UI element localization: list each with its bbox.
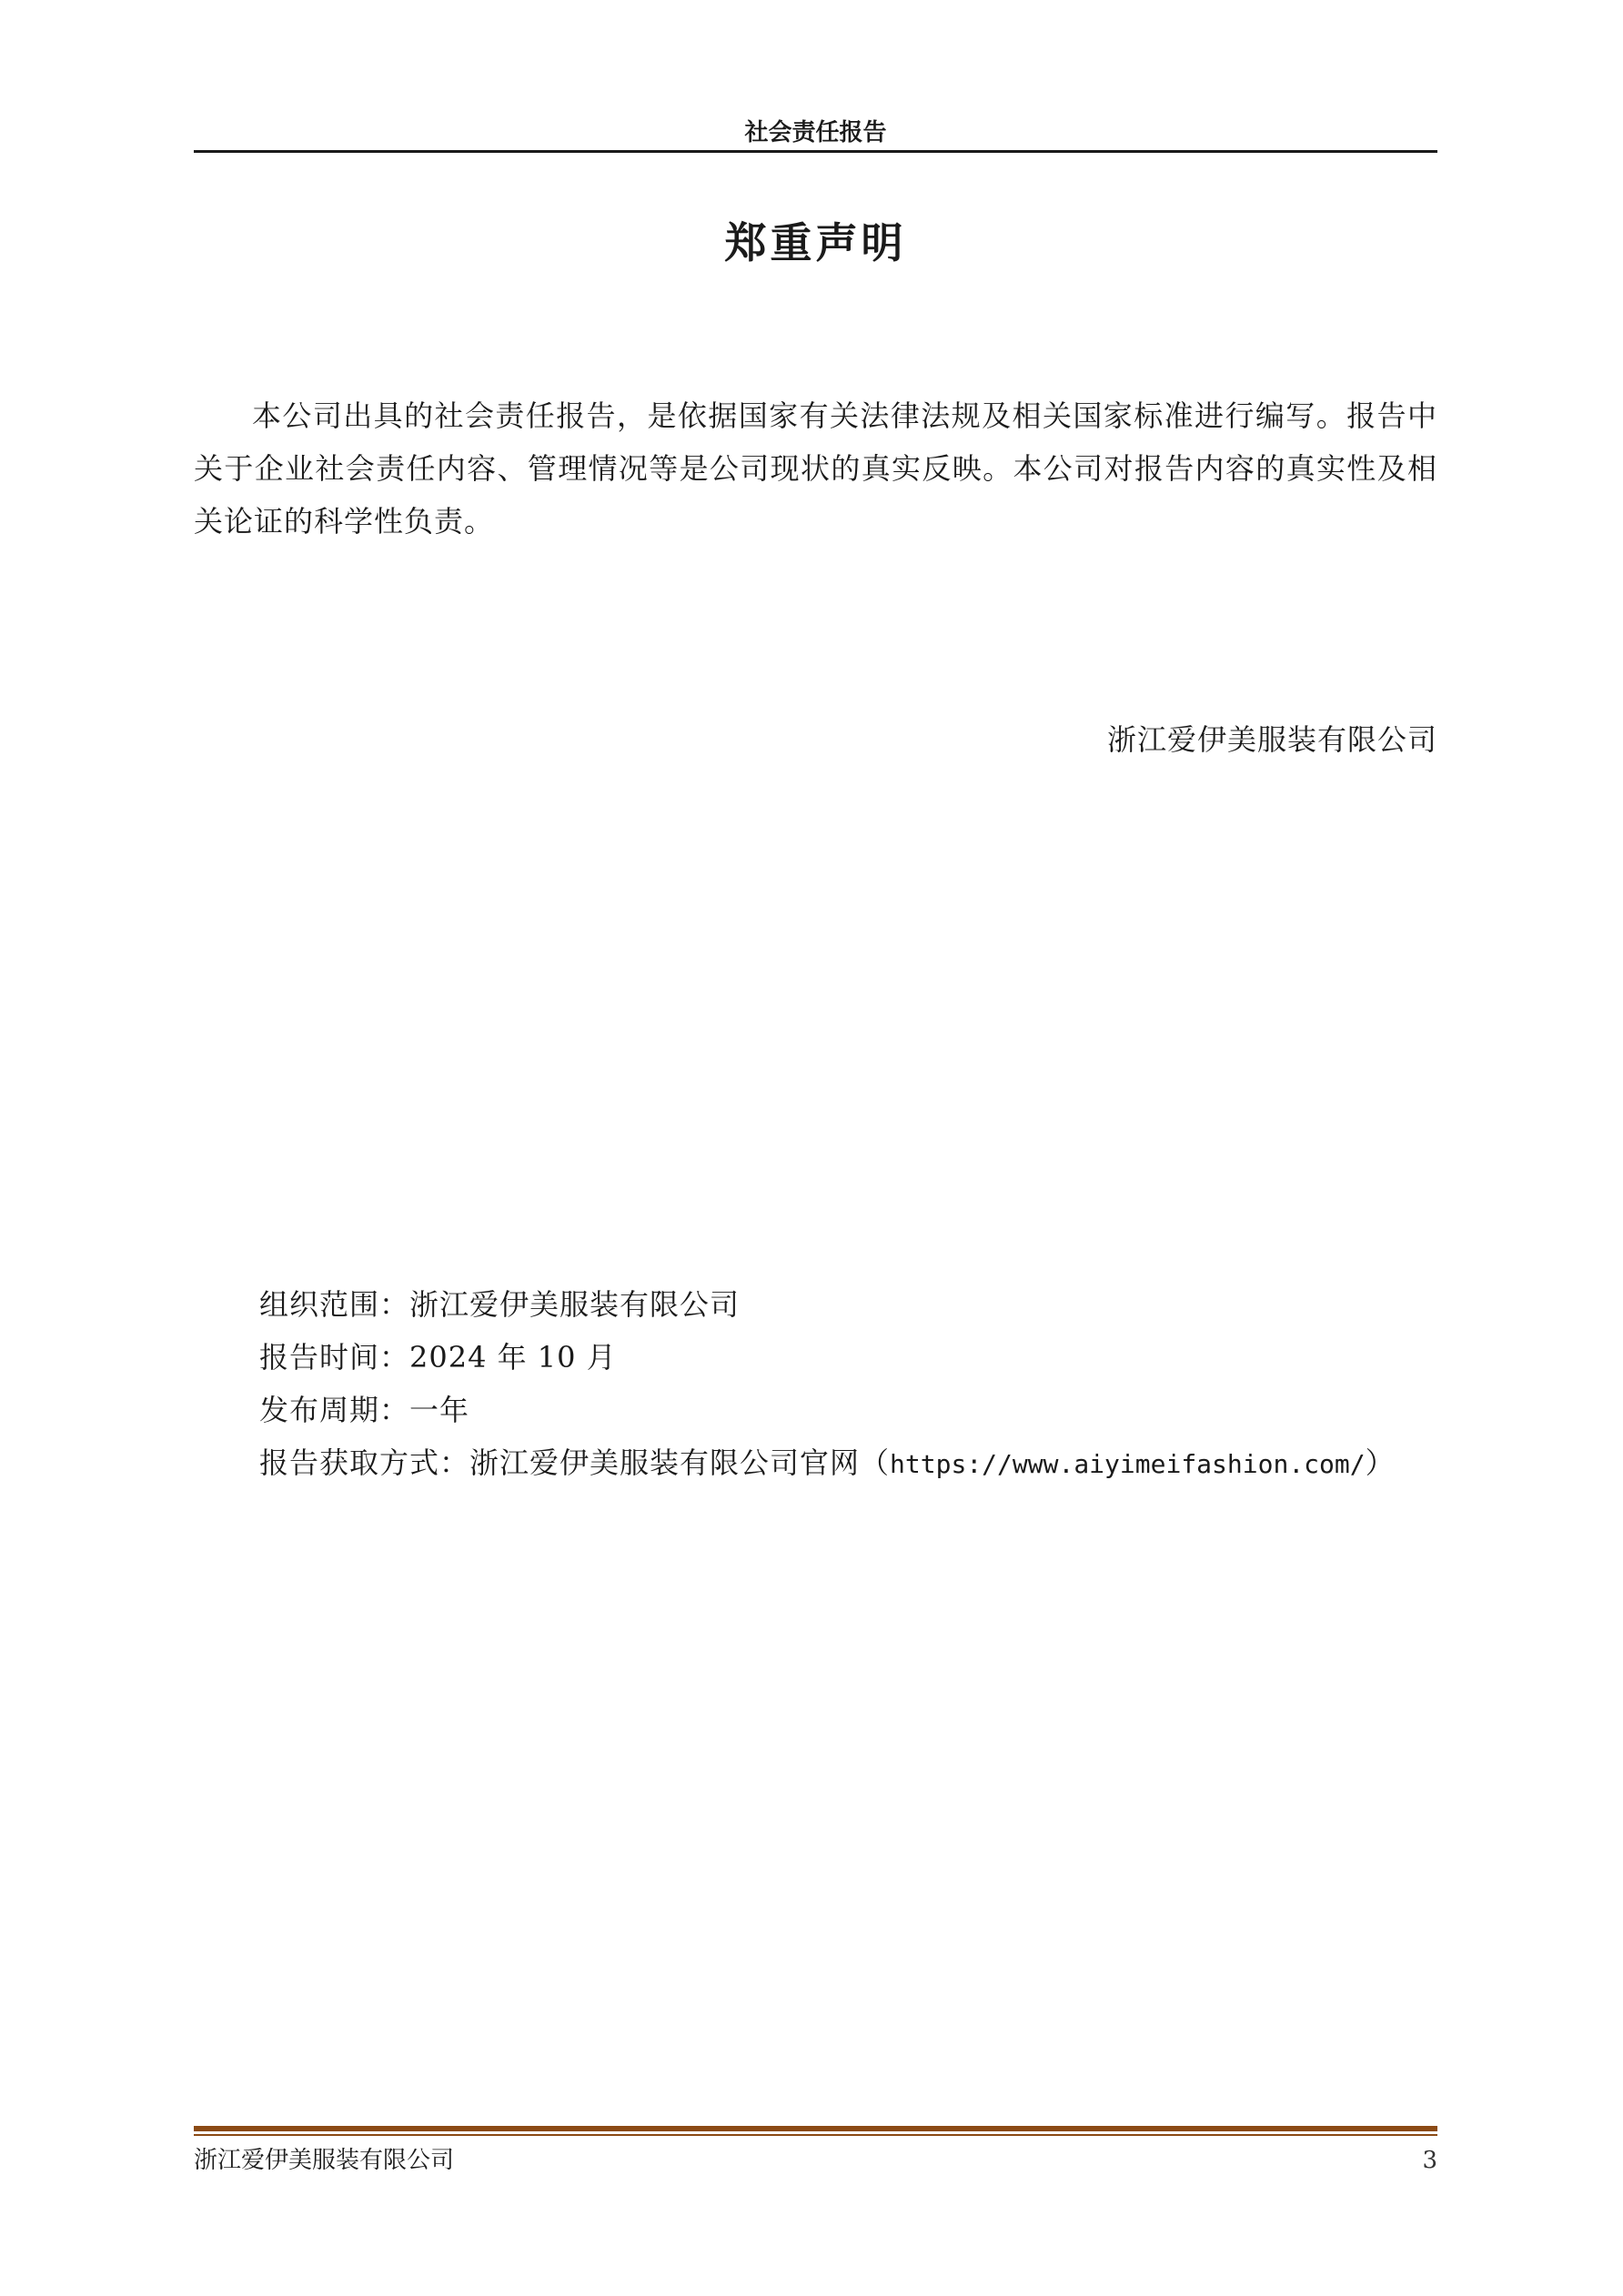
info-time-label: 报告时间： (259, 1340, 410, 1375)
info-access-value: 浙江爱伊美服装有限公司官网（ (469, 1445, 891, 1480)
footer-divider (194, 2126, 1437, 2137)
header-divider (194, 150, 1437, 153)
info-scope-value: 浙江爱伊美服装有限公司 (409, 1287, 741, 1322)
info-access (259, 1436, 1442, 1491)
footer-divider-thin (194, 2134, 1437, 2136)
signature-company: 浙江爱伊美服装有限公司 (1106, 722, 1437, 757)
statement-paragraph: 本公司出具的社会责任报告，是依据国家有关法律法规及相关国家标准进行编写。报告中关于企业社会责任内容、管理情况等是公司现状的真实反映。本公司对报告内容的真实性及相关论证的科学性负责。 (194, 398, 1437, 539)
page-number: 3 (1422, 2147, 1437, 2174)
info-access-label: 报告获取方式： (259, 1445, 470, 1480)
info-scope (259, 1278, 1442, 1331)
info-cycle-value: 一年 (409, 1393, 470, 1427)
page-title: 郑重声明 (724, 218, 907, 267)
info-time-value: 2024 年 10 月 (409, 1340, 617, 1375)
info-time (259, 1331, 1442, 1384)
website-link[interactable]: https://www.aiyimeifashion.com/ (890, 1449, 1366, 1479)
footer-company: 浙江爱伊美服装有限公司 (194, 2147, 455, 2174)
report-info-list (259, 1278, 1442, 1491)
info-scope-label: 组织范围： (259, 1287, 410, 1322)
footer-divider-thick (194, 2126, 1437, 2131)
info-cycle-label: 发布周期： (259, 1393, 410, 1427)
info-access-close: ） (1365, 1445, 1396, 1480)
info-cycle (259, 1384, 1442, 1436)
running-header: 社会责任报告 (744, 119, 887, 146)
